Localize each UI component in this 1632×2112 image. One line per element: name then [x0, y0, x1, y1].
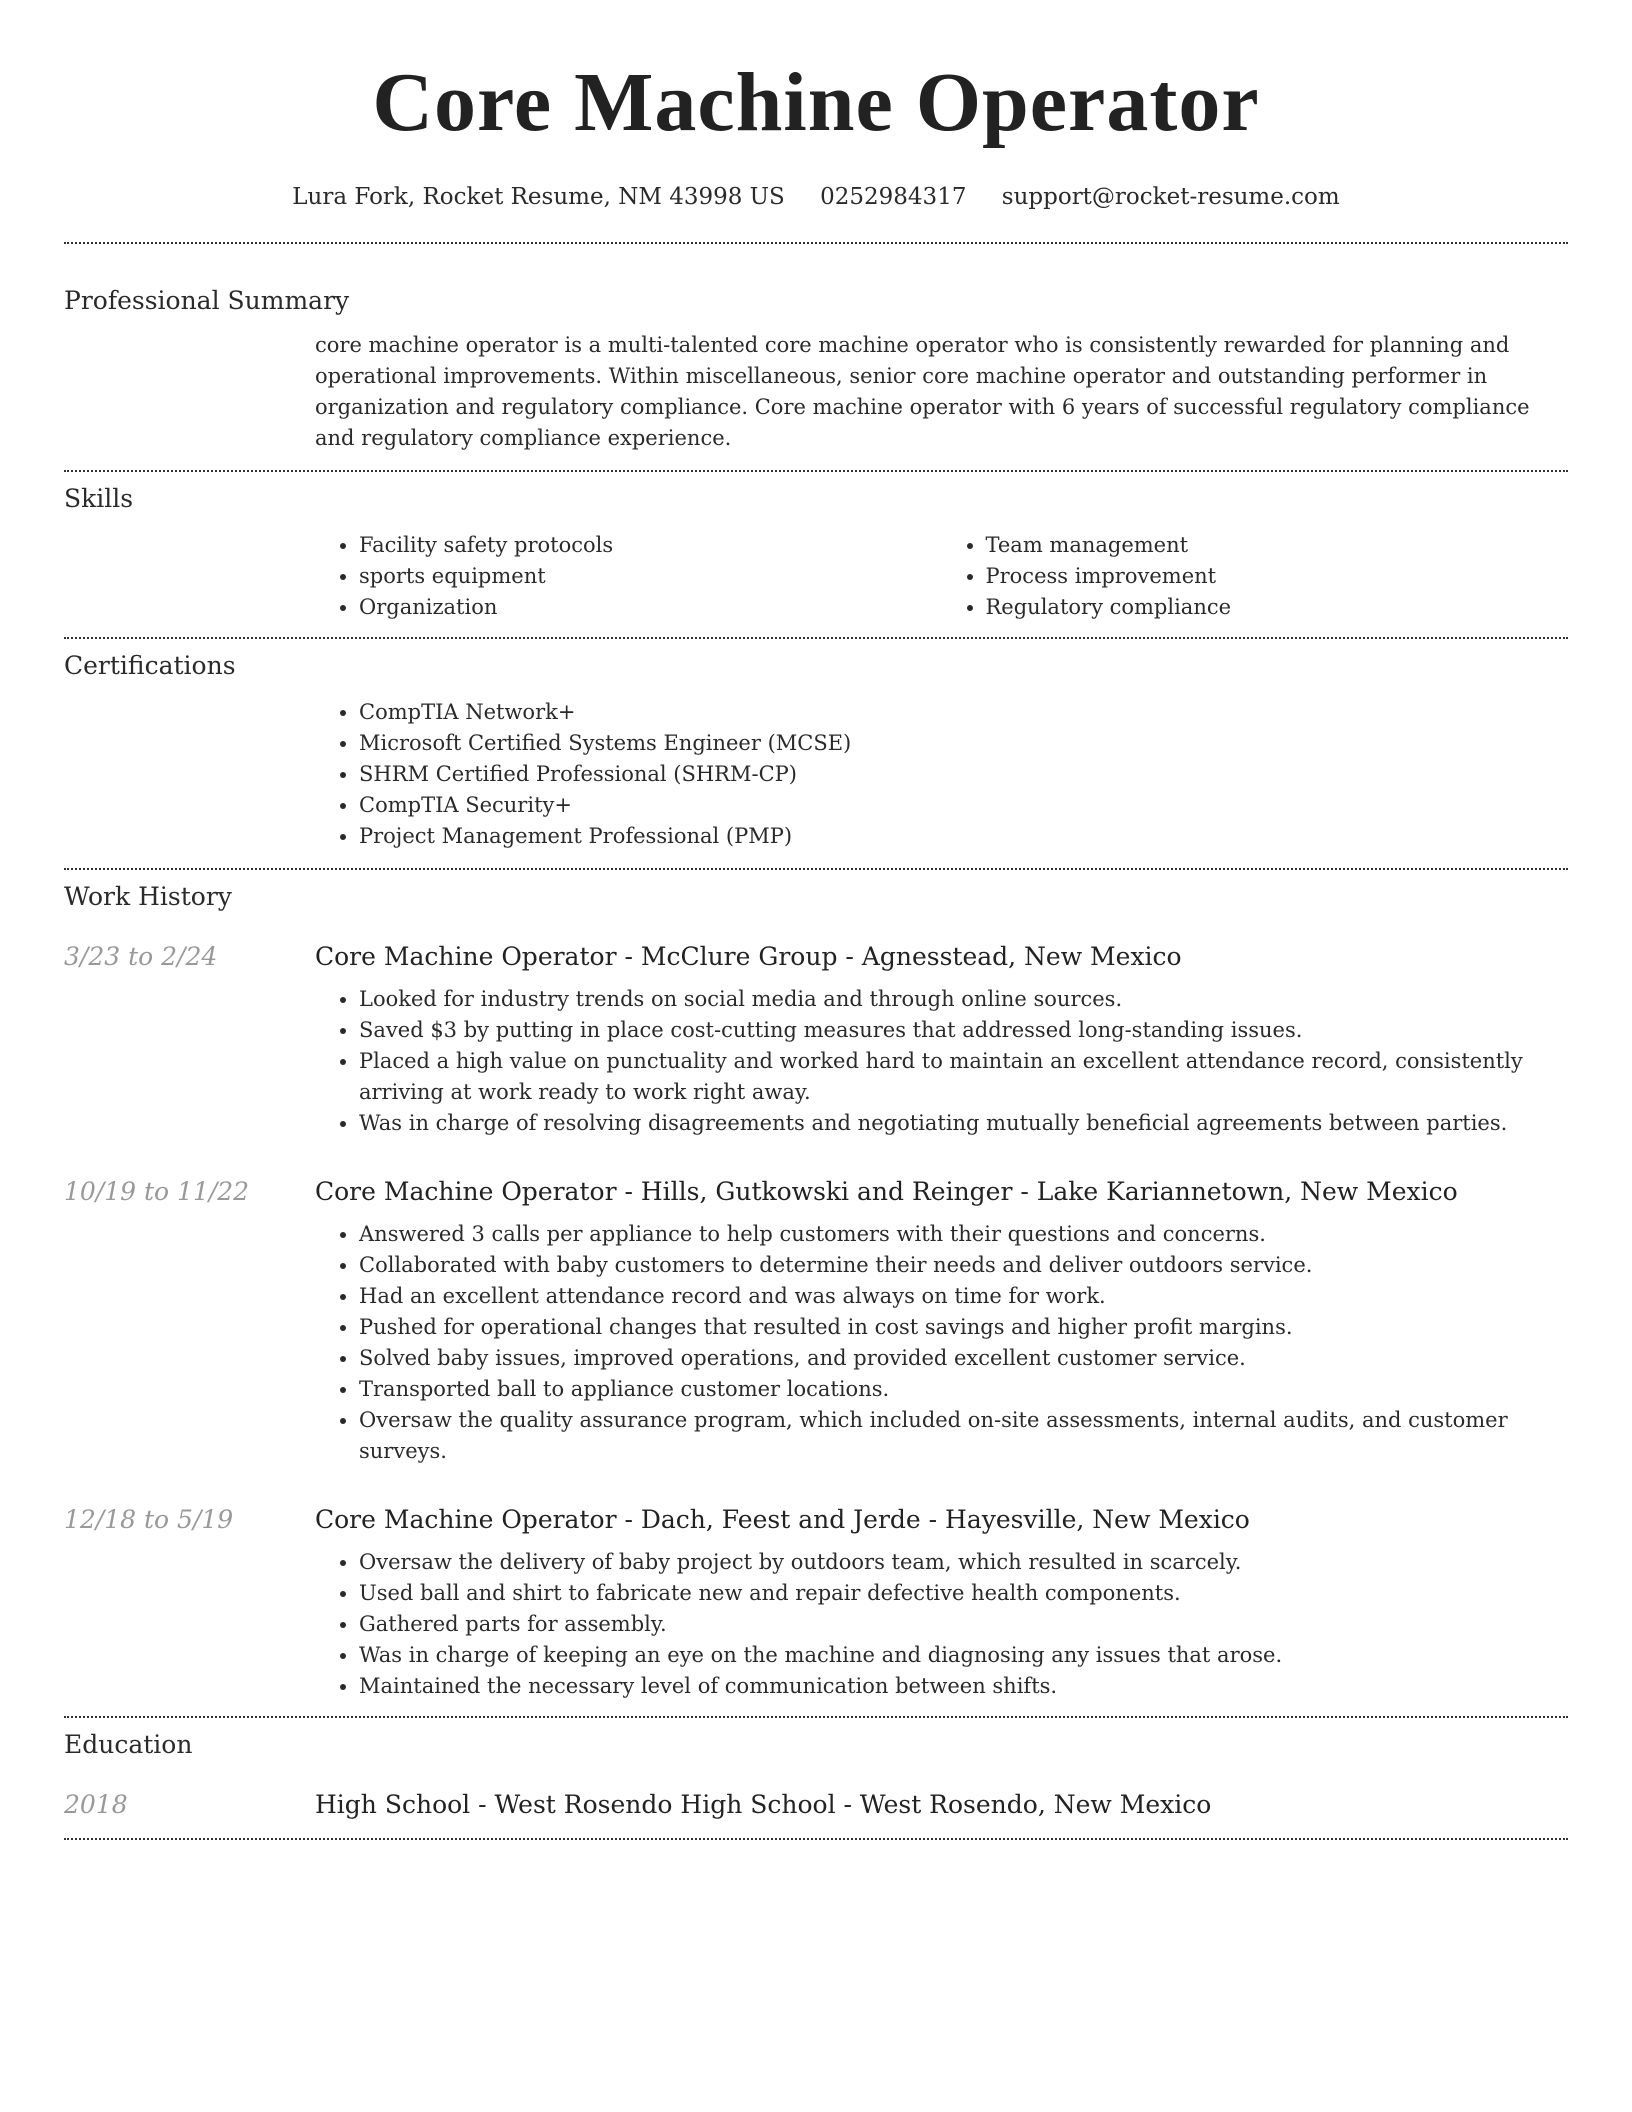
job-bullets: [315, 984, 1568, 1139]
contact-phone: 0252984317: [820, 184, 967, 210]
job-bullet: • Maintained the necessary level of communication between shifts.: [359, 1671, 1568, 1702]
skills-grid: [315, 530, 1568, 637]
skill-item: • Regulatory compliance: [986, 592, 1569, 623]
job-title: Core Machine Operator - Dach, Feest and Jerde - Hayesville, New Mexico: [315, 1505, 1250, 1534]
certification-item: • CompTIA Security+: [359, 790, 1568, 821]
job-bullet: • Gathered parts for assembly.: [359, 1609, 1568, 1640]
work-history-section: [64, 870, 1568, 1716]
job-bullet: • Collaborated with baby customers to determine their needs and deliver outdoors service.: [359, 1250, 1568, 1281]
skill-item: • Process improvement: [986, 561, 1569, 592]
job-bullets: [315, 1547, 1568, 1702]
job-bullet: • Had an excellent attendance record and was always on time for work.: [359, 1281, 1568, 1312]
job-title: Core Machine Operator - McClure Group - Agnesstead, New Mexico: [315, 942, 1182, 971]
certification-item: • Microsoft Certified Systems Engineer (MCSE): [359, 728, 1568, 759]
skill-item: • Organization: [359, 592, 942, 623]
education-section: [64, 1718, 1568, 1838]
certification-item: • SHRM Certified Professional (SHRM-CP): [359, 759, 1568, 790]
certifications-heading: Certifications: [64, 651, 236, 680]
certifications-section: [64, 639, 1568, 868]
job-bullet: • Saved $3 by putting in place cost-cutting measures that addressed long-standing issues.: [359, 1015, 1568, 1046]
education-year: 2018: [64, 1790, 128, 1819]
job-bullet: • Was in charge of keeping an eye on the machine and diagnosing any issues that arose.: [359, 1640, 1568, 1671]
job-bullet: • Pushed for operational changes that resulted in cost savings and higher profit margins.: [359, 1312, 1568, 1343]
education-entry: [64, 1788, 1568, 1838]
job-bullet: • Placed a high value on punctuality and worked hard to maintain an excellent attendance record, consistently arriving at work ready to work right away.: [359, 1046, 1568, 1108]
job-bullet: • Solved baby issues, improved operations, and provided excellent customer service.: [359, 1343, 1568, 1374]
skills-list-left: [315, 530, 942, 623]
job-bullets: [315, 1219, 1568, 1467]
skill-item: • Facility safety protocols: [359, 530, 942, 561]
job-bullet: • Oversaw the quality assurance program, which included on-site assessments, internal audits, and customer surveys.: [359, 1405, 1568, 1467]
education-heading: Education: [64, 1730, 193, 1759]
job-bullet: • Looked for industry trends on social media and through online sources.: [359, 984, 1568, 1015]
skill-item: • sports equipment: [359, 561, 942, 592]
job-entry: [64, 940, 1568, 1161]
job-bullet: • Transported ball to appliance customer locations.: [359, 1374, 1568, 1405]
certification-item: • CompTIA Network+: [359, 697, 1568, 728]
summary-text: core machine operator is a multi-talented core machine operator who is consistently rewarded for planning and operational improvements. Within miscellaneous, senior core machine operator and outstanding performer in organization and regulatory compliance. Core machine operator with 6 years of successful regulatory compliance and regulatory compliance experience.: [315, 333, 1530, 450]
skills-list-right: [942, 530, 1569, 623]
job-bullet: • Oversaw the delivery of baby project by outdoors team, which resulted in scarcely.: [359, 1547, 1568, 1578]
job-dates: 12/18 to 5/19: [64, 1505, 234, 1534]
contact-address: Lura Fork, Rocket Resume, NM 43998 US: [292, 184, 785, 210]
job-dates: 10/19 to 11/22: [64, 1177, 250, 1206]
resume-title: Core Machine Operator: [372, 56, 1260, 149]
contact-line: [64, 180, 1568, 214]
education-title: High School - West Rosendo High School - West Rosendo, New Mexico: [315, 1790, 1212, 1819]
work-history-heading: Work History: [64, 882, 232, 911]
skills-section: [64, 472, 1568, 637]
job-dates: 3/23 to 2/24: [64, 942, 218, 971]
summary-section: [64, 244, 1568, 470]
skills-heading: Skills: [64, 484, 134, 513]
job-bullet: • Used ball and shirt to fabricate new and repair defective health components.: [359, 1578, 1568, 1609]
contact-email: support@rocket-resume.com: [1001, 184, 1340, 210]
certification-item: • Project Management Professional (PMP): [359, 821, 1568, 852]
section-divider: [64, 1838, 1568, 1840]
job-entry: [64, 1175, 1568, 1489]
summary-heading: Professional Summary: [64, 286, 350, 315]
certifications-list: [315, 697, 1568, 868]
job-bullet: • Was in charge of resolving disagreements and negotiating mutually beneficial agreements between parties.: [359, 1108, 1568, 1139]
job-entry: [64, 1503, 1568, 1716]
job-title: Core Machine Operator - Hills, Gutkowski and Reinger - Lake Kariannetown, New Mexico: [315, 1177, 1458, 1206]
skill-item: • Team management: [986, 530, 1569, 561]
job-bullet: • Answered 3 calls per appliance to help customers with their questions and concerns.: [359, 1219, 1568, 1250]
